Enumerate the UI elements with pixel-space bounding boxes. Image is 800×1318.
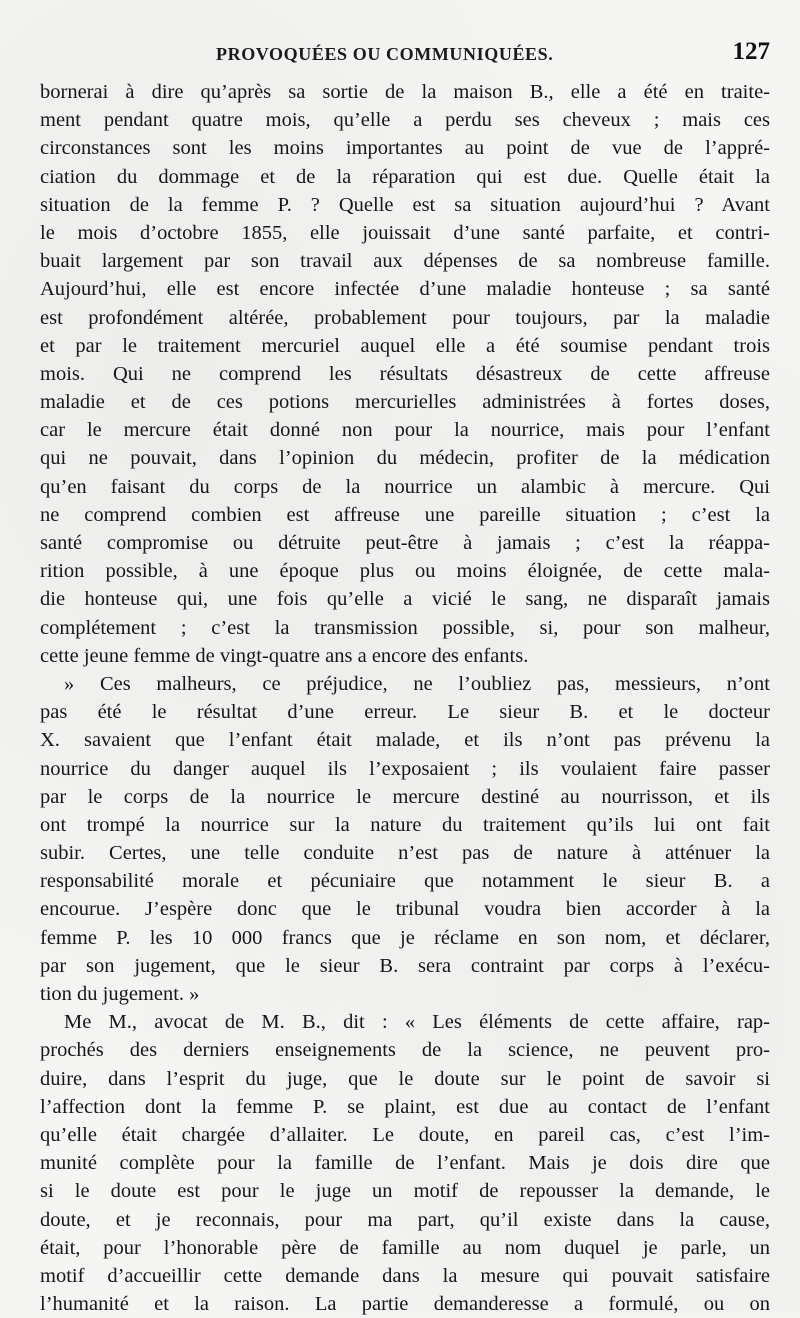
text-line: si le doute est pour le juge un motif de repousser la demande, le: [40, 1180, 770, 1203]
text-line: encourue. J’espère donc que le tribunal voudra bien accorder à la: [40, 898, 770, 921]
body-text: [40, 78, 770, 1318]
text-line: qu’en faisant du corps de la nourrice un alambic à mercure. Qui: [40, 475, 770, 498]
running-head: [40, 36, 770, 70]
text-line: ont trompé la nourrice sur la nature du traitement qu’ils lui ont fait: [40, 813, 770, 836]
text-line: mois. Qui ne comprend les résultats désastreux de cette affreuse: [40, 362, 770, 385]
text-line: duire, dans l’esprit du juge, que le doute sur le point de savoir si: [40, 1067, 770, 1090]
text-line: qu’elle était chargée d’allaiter. Le doute, en pareil cas, c’est l’im-: [40, 1123, 770, 1146]
text-line: le mois d’octobre 1855, elle jouissait d’une santé parfaite, et contri-: [40, 221, 770, 244]
text-line: par le corps de la nourrice le mercure destiné au nourrisson, et ils: [40, 785, 770, 808]
text-line: était, pour l’honorable père de famille au nom duquel je parle, un: [40, 1236, 770, 1259]
text-line: est profondément altérée, probablement pour toujours, par la maladie: [40, 306, 770, 329]
text-line: ciation du dommage et de la réparation qui est due. Quelle était la: [40, 165, 770, 188]
text-line: femme P. les 10 000 francs que je réclame en son nom, et déclarer,: [40, 926, 770, 949]
text-line: et par le traitement mercuriel auquel elle a été soumise pendant trois: [40, 334, 770, 357]
text-line: responsabilité morale et pécuniaire que notamment le sieur B. a: [40, 870, 770, 893]
text-line: car le mercure était donné non pour la nourrice, mais pour l’enfant: [40, 419, 770, 442]
text-line: X. savaient que l’enfant était malade, et ils n’ont pas prévenu la: [40, 729, 770, 752]
text-line: l’affection dont la femme P. se plaint, est due au contact de l’enfant: [40, 1095, 770, 1118]
text-line: nourrice du danger auquel ils l’exposaient ; ils voulaient faire passer: [40, 757, 770, 780]
text-line: maladie et de ces potions mercurielles administrées à fortes doses,: [40, 391, 770, 414]
text-line: qui ne pouvait, dans l’opinion du médecin, profiter de la médication: [40, 447, 770, 470]
text-line: » Ces malheurs, ce préjudice, ne l’oubliez pas, messieurs, n’ont: [64, 672, 770, 695]
text-line: Aujourd’hui, elle est encore infectée d’une maladie honteuse ; sa santé: [40, 278, 770, 301]
text-line: circonstances sont les moins importantes au point de vue de l’appré-: [40, 137, 770, 160]
text-line: pas été le résultat d’une erreur. Le sieur B. et le docteur: [40, 701, 770, 724]
text-line: subir. Certes, une telle conduite n’est pas de nature à atténuer la: [40, 842, 770, 865]
running-title: PROVOQUÉES OU COMMUNIQUÉES.: [216, 44, 554, 64]
text-line: par son jugement, que le sieur B. sera contraint par corps à l’exécu-: [40, 954, 770, 977]
text-line: cette jeune femme de vingt-quatre ans a encore des enfants.: [40, 644, 529, 667]
text-line: rition possible, à une époque plus ou moins éloignée, de cette mala-: [40, 560, 770, 583]
text-line: tion du jugement. »: [40, 983, 200, 1005]
text-line: bornerai à dire qu’après sa sortie de la maison B., elle a été en traite-: [40, 81, 770, 103]
text-line: buait largement par son travail aux dépenses de sa nombreuse famille.: [40, 250, 770, 273]
text-line: ne comprend combien est affreuse une pareille situation ; c’est la: [40, 503, 770, 526]
text-line: doute, et je reconnais, pour ma part, qu’il existe dans la cause,: [40, 1208, 770, 1231]
text-line: situation de la femme P. ? Quelle est sa situation aujourd’hui ? Avant: [40, 193, 770, 216]
text-line: motif d’accueillir cette demande dans la mesure qui pouvait satisfaire: [40, 1264, 770, 1287]
text-line: munité complète pour la famille de l’enfant. Mais je dois dire que: [40, 1152, 770, 1175]
text-line: Me M., avocat de M. B., dit : « Les éléments de cette affaire, rap-: [64, 1011, 770, 1034]
text-line: santé compromise ou détruite peut-être à jamais ; c’est la réappa-: [40, 532, 770, 554]
text-line: die honteuse qui, une fois qu’elle a vicié le sang, ne disparaît jamais: [40, 588, 770, 611]
text-line: complétement ; c’est la transmission possible, si, pour son malheur,: [40, 616, 770, 639]
page-number: 127: [732, 38, 770, 65]
text-line: l’humanité et la raison. La partie demanderesse a formulé, ou on: [40, 1293, 770, 1316]
text-line: prochés des derniers enseignements de la science, ne peuvent pro-: [40, 1039, 770, 1062]
text-line: ment pendant quatre mois, qu’elle a perdu ses cheveux ; mais ces: [40, 109, 770, 132]
